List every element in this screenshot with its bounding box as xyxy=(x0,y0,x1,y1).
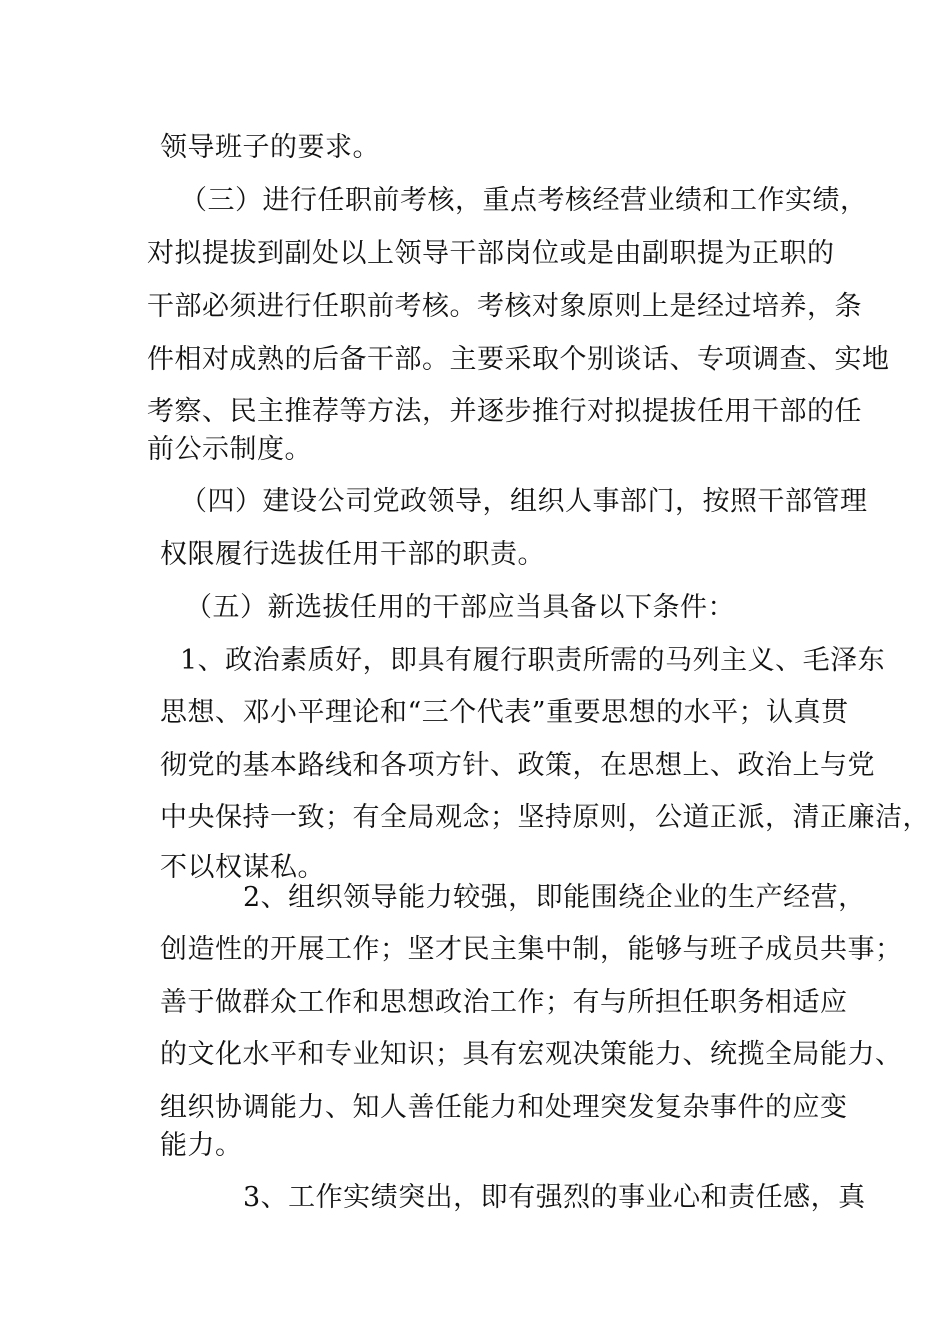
text-line: 创造性的开展工作；坚才民主集中制，能够与班子成员共事； xyxy=(160,934,903,965)
text-line: 善于做群众工作和思想政治工作；有与所担任职务相适应 xyxy=(160,987,848,1018)
text-line: 中央保持一致；有全局观念；坚持原则，公道正派，清正廉洁， xyxy=(160,802,930,833)
text-line: 前公示制度。 xyxy=(147,434,312,465)
text-line: 彻党的基本路线和各项方针、政策，在思想上、政治上与党 xyxy=(160,750,875,781)
text-line: 对拟提拔到副处以上领导干部岗位或是由副职提为正职的 xyxy=(147,238,835,269)
text-line: 权限履行选拔任用干部的职责。 xyxy=(160,539,545,570)
text-line: 干部必须进行任职前考核。考核对象原则上是经过培养，条 xyxy=(147,291,862,322)
text-line: （四）建设公司党政领导，组织人事部门，按照干部管理 xyxy=(180,486,868,517)
text-line: 不以权谋私。 xyxy=(160,852,325,883)
text-line: 2、组织领导能力较强，即能围绕企业的生产经营， xyxy=(243,882,866,913)
text-line: （三）进行任职前考核，重点考核经营业绩和工作实绩， xyxy=(180,185,868,216)
text-line: 1、政治素质好，即具有履行职责所需的马列主义、毛泽东 xyxy=(180,645,886,676)
text-line: 能力。 xyxy=(160,1130,243,1161)
text-line: （五）新选拔任用的干部应当具备以下条件： xyxy=(185,592,735,623)
text-line: 领导班子的要求。 xyxy=(160,132,380,163)
text-line: 3、工作实绩突出，即有强烈的事业心和责任感，真 xyxy=(243,1182,866,1213)
text-line: 的文化水平和专业知识；具有宏观决策能力、统揽全局能力、 xyxy=(160,1039,903,1070)
text-line: 思想、邓小平理论和“三个代表”重要思想的水平；认真贯 xyxy=(160,697,849,728)
text-line: 组织协调能力、知人善任能力和处理突发复杂事件的应变 xyxy=(160,1092,848,1123)
text-line: 件相对成熟的后备干部。主要采取个别谈话、专项调查、实地 xyxy=(147,344,890,375)
text-line: 考察、民主推荐等方法，并逐步推行对拟提拔任用干部的任 xyxy=(147,396,862,427)
